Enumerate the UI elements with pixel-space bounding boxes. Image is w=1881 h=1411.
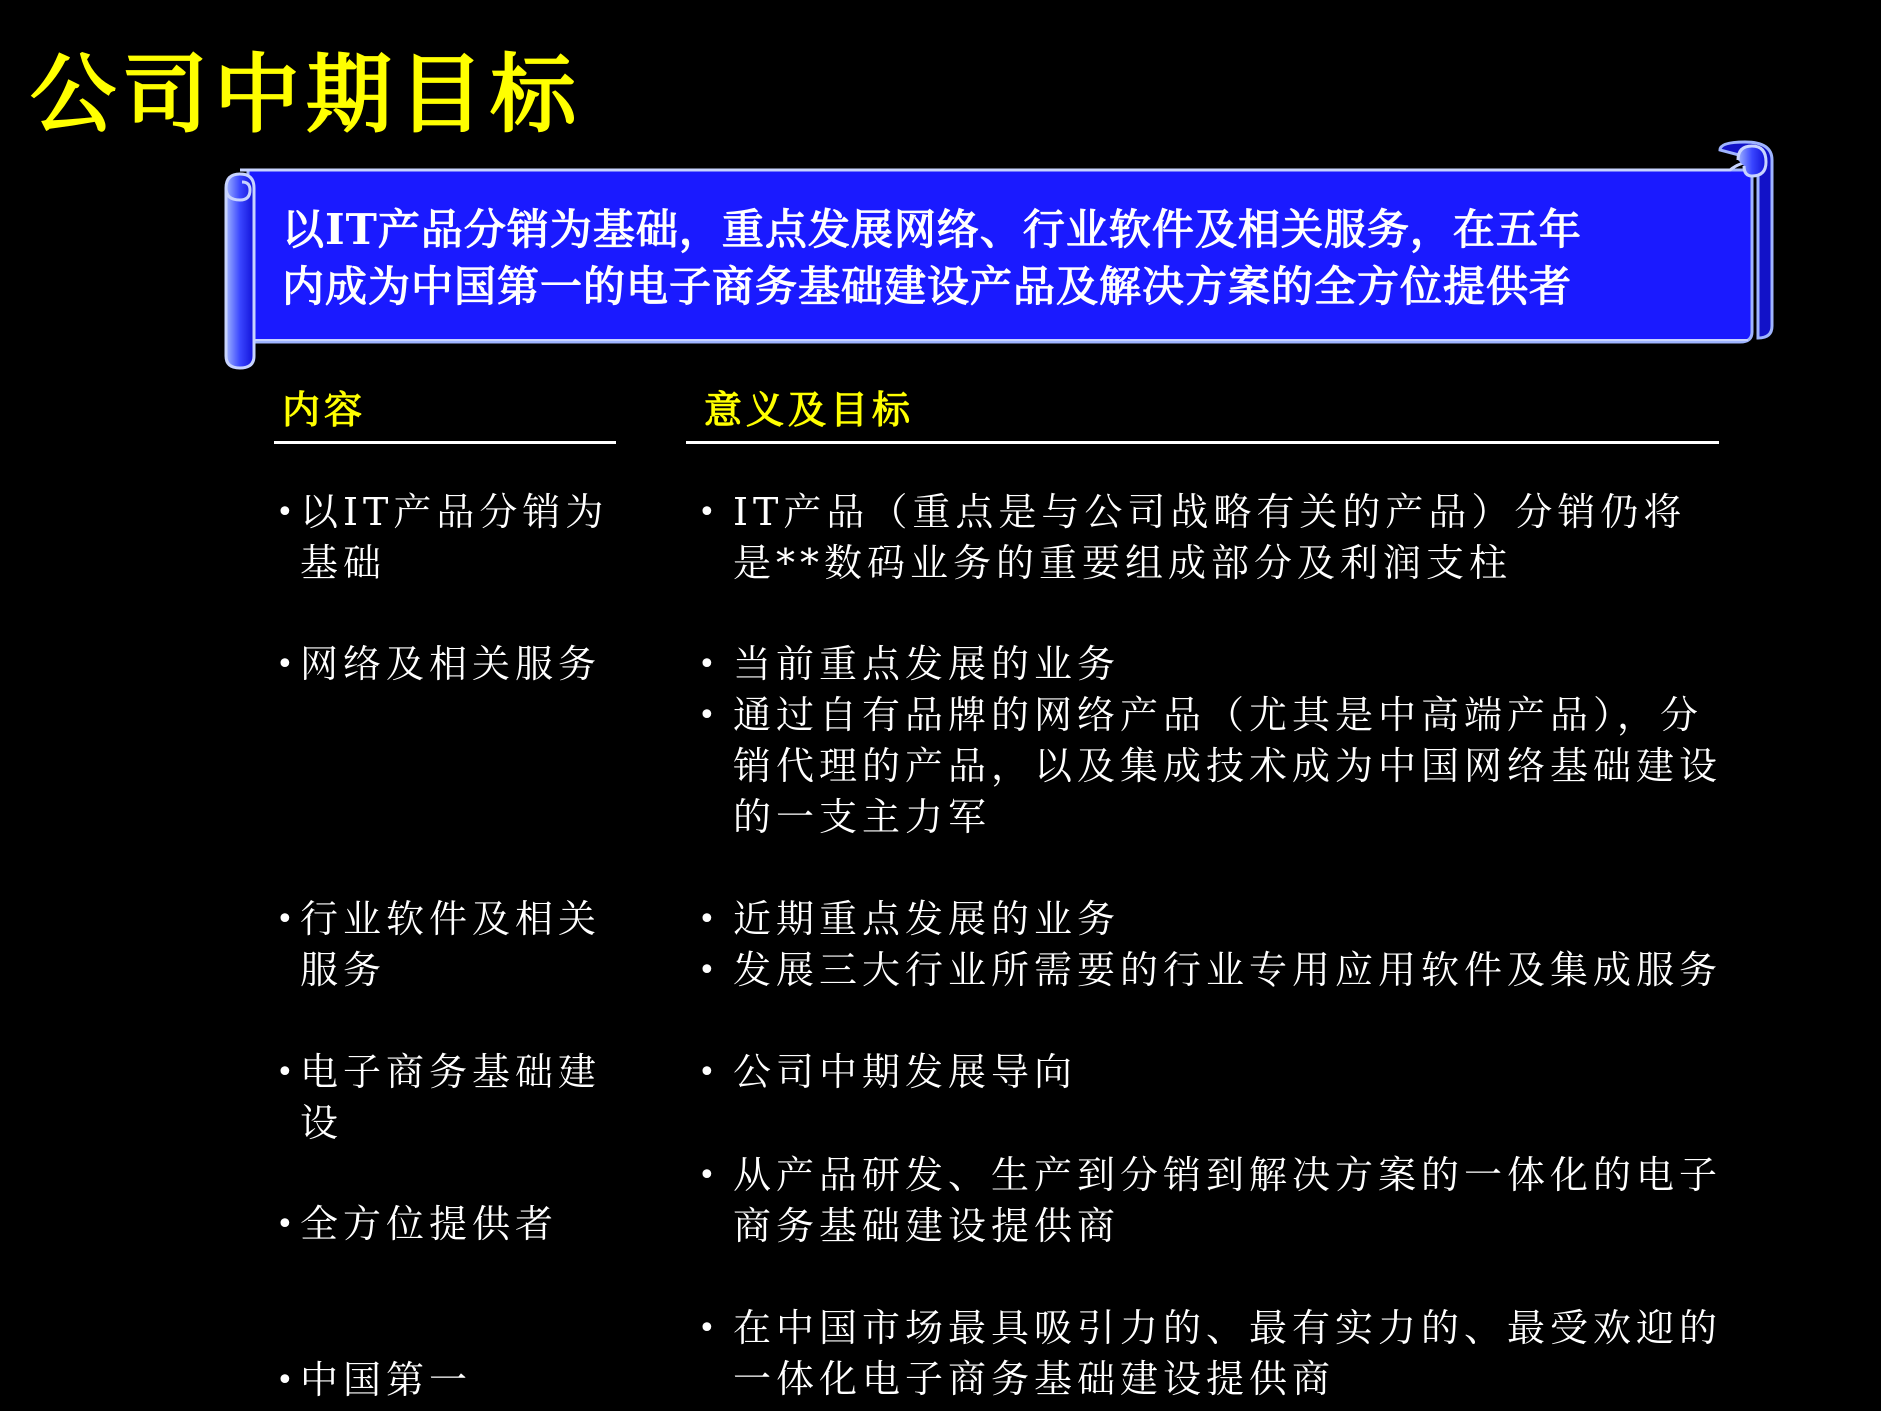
page-title: 公司中期目标 bbox=[30, 45, 582, 145]
goal-item bbox=[698, 1047, 1723, 1098]
content-item-text: 电子商务基础建设 bbox=[300, 1050, 602, 1145]
column-header-meaning: 意义及目标 bbox=[704, 388, 915, 432]
goal-item bbox=[698, 690, 1723, 843]
goal-item bbox=[698, 639, 1723, 690]
content-item-text: 以IT产品分销为基础 bbox=[300, 490, 609, 585]
bullet-icon: • bbox=[698, 1158, 721, 1193]
content-item bbox=[276, 639, 650, 690]
content-item bbox=[276, 894, 620, 996]
goal-item-text: 从产品研发、生产到分销到解决方案的一体化的电子商务基础建设提供商 bbox=[733, 1153, 1723, 1248]
goal-item bbox=[698, 894, 1723, 945]
goal-item-text: 发展三大行业所需要的行业专用应用软件及集成服务 bbox=[733, 948, 1723, 992]
bullet-icon: • bbox=[698, 1311, 721, 1346]
content-item bbox=[276, 1199, 650, 1250]
content-item bbox=[276, 1047, 620, 1149]
bullet-icon: • bbox=[698, 902, 721, 937]
content-item-text: 行业软件及相关服务 bbox=[300, 897, 602, 992]
bullet-icon: • bbox=[698, 1055, 721, 1090]
goal-item bbox=[698, 1150, 1723, 1252]
bullet-icon: • bbox=[698, 953, 721, 988]
bullet-icon: • bbox=[276, 647, 299, 682]
goal-item bbox=[698, 945, 1723, 996]
bullet-icon: • bbox=[698, 647, 721, 682]
bullet-icon: • bbox=[276, 1363, 299, 1398]
bullet-icon: • bbox=[276, 495, 299, 530]
goal-item-text: 公司中期发展导向 bbox=[733, 1050, 1078, 1094]
bullet-icon: • bbox=[276, 1207, 299, 1242]
content-item-text: 全方位提供者 bbox=[300, 1202, 559, 1246]
column-header-content: 内容 bbox=[282, 388, 367, 432]
goal-item-text: 在中国市场最具吸引力的、最有实力的、最受欢迎的一体化电子商务基础建设提供商 bbox=[733, 1306, 1723, 1401]
content-item-text: 中国第一 bbox=[300, 1358, 473, 1402]
goal-item-text: 近期重点发展的业务 bbox=[733, 897, 1121, 941]
bullet-icon: • bbox=[276, 902, 299, 937]
scroll-banner bbox=[0, 0, 1881, 380]
banner-text-line-2: 内成为中国第一的电子商务基础建设产品及解决方案的全方位提供者 bbox=[282, 262, 1573, 311]
content-item bbox=[276, 1355, 650, 1406]
goal-item bbox=[698, 487, 1723, 589]
content-item-text: 网络及相关服务 bbox=[300, 642, 602, 686]
goal-item bbox=[698, 1303, 1723, 1405]
goal-item-text: 通过自有品牌的网络产品（尤其是中高端产品），分销代理的产品，以及集成技术成为中国网络基础建设的一支主力军 bbox=[733, 693, 1723, 839]
bullet-icon: • bbox=[698, 698, 721, 733]
bullet-icon: • bbox=[698, 495, 721, 530]
banner-text-line-1: 以IT产品分销为基础，重点发展网络、行业软件及相关服务，在五年 bbox=[282, 205, 1582, 254]
column-header-underline-right bbox=[686, 441, 1719, 444]
goal-item-text: IT产品（重点是与公司战略有关的产品）分销仍将是**数码业务的重要组成部分及利润支柱 bbox=[733, 490, 1687, 585]
goal-item-text: 当前重点发展的业务 bbox=[733, 642, 1121, 686]
content-item bbox=[276, 487, 650, 589]
column-header-underline-left bbox=[274, 441, 616, 444]
bullet-icon: • bbox=[276, 1055, 299, 1090]
